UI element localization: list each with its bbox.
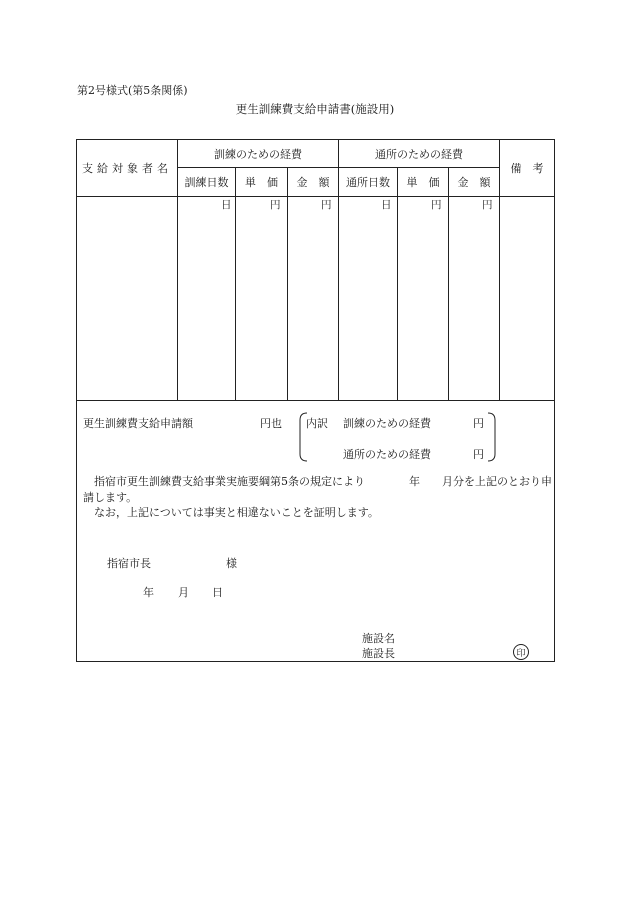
statement-line-1: 指宿市更生訓練費支給事業実施要綱第5条の規定により 年 月分を上記のとおり申請します。 — [83, 475, 552, 504]
column-divider — [287, 168, 288, 400]
header-row-divider — [77, 196, 554, 197]
training-unit-price-unit: 円 — [270, 199, 281, 211]
training-unit-price-header: 単 価 — [245, 176, 278, 189]
statement-text — [83, 474, 553, 521]
facility-head-label: 施設長 — [362, 647, 395, 660]
training-amount-unit: 円 — [321, 199, 332, 211]
remarks-header: 備 考 — [510, 162, 544, 175]
commute-amount-header: 金 額 — [457, 176, 491, 189]
breakdown-training-yen: 円 — [473, 417, 484, 430]
addressee-honorific: 様 — [226, 557, 237, 570]
column-divider — [448, 168, 449, 400]
addressee-name: 指宿市長 — [107, 557, 151, 570]
statement-line-2: なお，上記については事実と相違ないことを証明します。 — [83, 506, 379, 519]
commute-expense-header: 通所のための経費 — [375, 147, 463, 161]
application-amount-suffix: 円也 — [260, 417, 282, 430]
training-days-header: 訓練日数 — [184, 176, 229, 189]
commute-amount-unit: 円 — [482, 199, 493, 211]
table-bottom-divider — [77, 400, 554, 401]
date-month: 月 — [178, 586, 189, 599]
breakdown-training-label: 訓練のための経費 — [343, 417, 431, 430]
breakdown-commute-label: 通所のための経費 — [343, 448, 431, 461]
form-number: 第2号様式(第5条関係) — [77, 84, 188, 97]
facility-name-label: 施設名 — [362, 632, 395, 645]
commute-unit-price-unit: 円 — [431, 199, 442, 211]
column-divider — [397, 168, 398, 400]
training-expense-header: 訓練のための経費 — [214, 147, 302, 161]
training-amount-header: 金 額 — [296, 176, 330, 189]
date-day: 日 — [212, 586, 223, 599]
date-year: 年 — [143, 586, 154, 599]
breakdown-label: 内訳 — [306, 417, 328, 430]
seal-mark: 印 — [513, 644, 529, 660]
breakdown-commute-yen: 円 — [473, 448, 484, 461]
column-divider — [235, 168, 236, 400]
commute-days-unit: 日 — [381, 199, 392, 211]
document-title: 更生訓練費支給申請書(施設用) — [235, 102, 395, 116]
application-amount-label: 更生訓練費支給申請額 — [83, 417, 193, 430]
application-form — [76, 139, 555, 662]
right-bracket — [487, 412, 497, 462]
commute-unit-price-header: 単 価 — [406, 176, 440, 189]
commute-days-header: 通所日数 — [346, 176, 390, 189]
recipient-name-header: 支給対象者名 — [82, 162, 172, 175]
training-days-unit: 日 — [221, 199, 232, 211]
